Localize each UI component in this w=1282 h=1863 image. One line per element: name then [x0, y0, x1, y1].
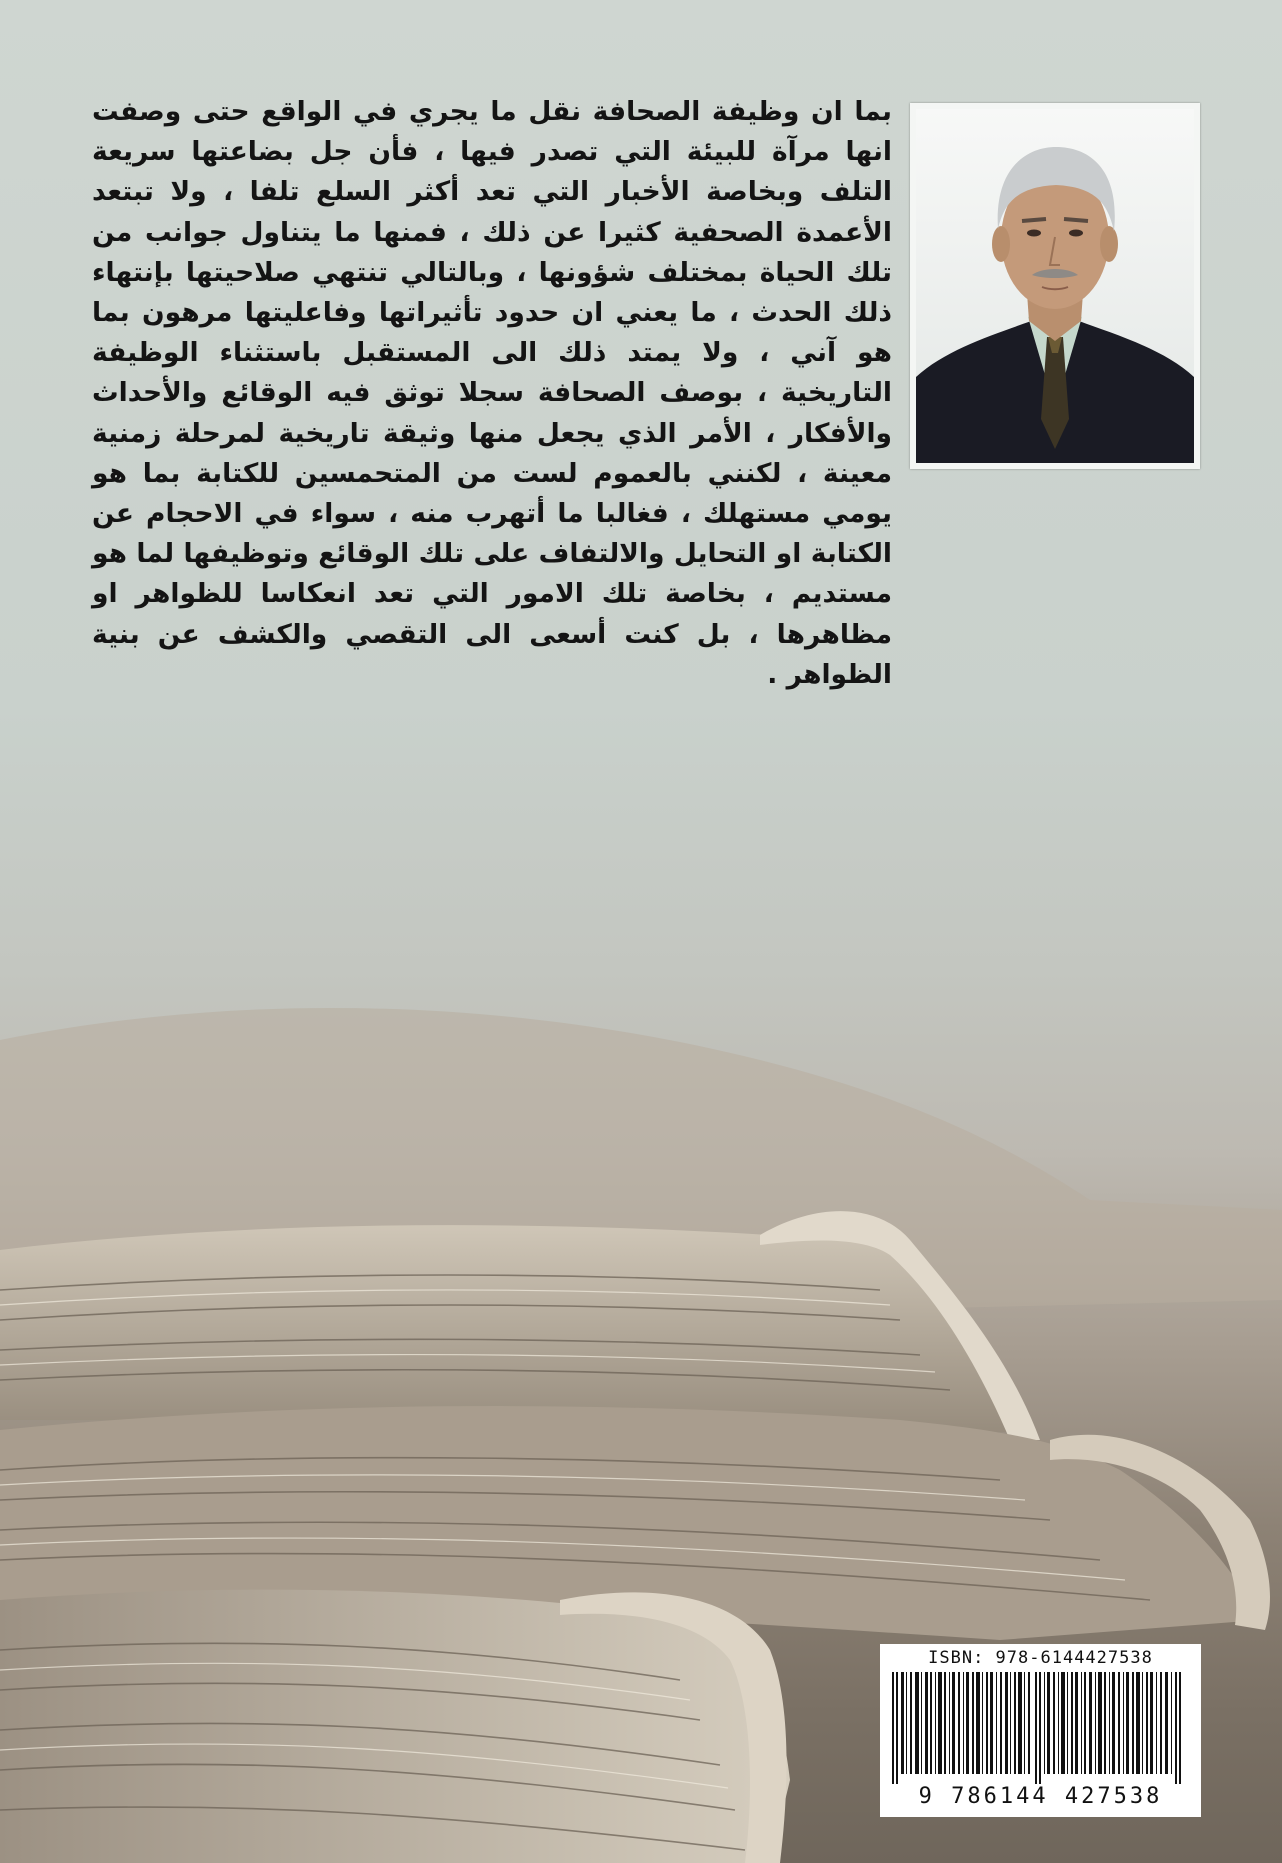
back-cover-text: بما ان وظيفة الصحافة نقل ما يجري في الواقع حتى وصفت انها مرآة للبيئة التي تصدر فيها ، فأن جل بضاعتها سريعة التلف وبخاصة الأخبار التي تعد أكثر السلع تلفا ، ولا تبتعد الأعمدة الصحفية كثيرا عن ذلك ، فمنها ما يتناول جوانب من تلك الحياة بمختلف شؤونها ، وبالتالي تنتهي صلاحيتها بإنتهاء ذلك الحدث ، ما يعني ان حدود تأثيراتها وفاعليتها مرهون بما هو آني ، ولا يمتد ذلك الى المستقبل باستثناء الوظيفة التاريخية ، بوصف الصحافة سجلا توثق فيه الوقائع والأحداث والأفكار ، الأمر الذي يجعل منها وثيقة تاريخية لمرحلة زمنية معينة ، لكنني بالعموم لست من المتحمسين للكتابة بما هو يومي مستهلك ، فغالبا ما أتهرب منه ، سواء في الاحجام عن الكتابة او التحايل والالتفاف على تلك الوقائع وتوظيفها لما هو مستديم ، بخاصة تلك الامور التي تعد انعكاسا للظواهر او مظاهرها ، بل كنت أسعى الى التقصي والكشف عن بنية الظواهر . — [92, 96, 892, 690]
author-portrait-icon — [916, 109, 1194, 463]
isbn-digits: 9 786144 427538 — [918, 1784, 1163, 1809]
isbn-label: ISBN: 978-6144427538 — [928, 1648, 1153, 1668]
barcode-icon — [892, 1672, 1189, 1784]
author-photo — [910, 103, 1200, 469]
isbn-barcode — [880, 1644, 1201, 1817]
